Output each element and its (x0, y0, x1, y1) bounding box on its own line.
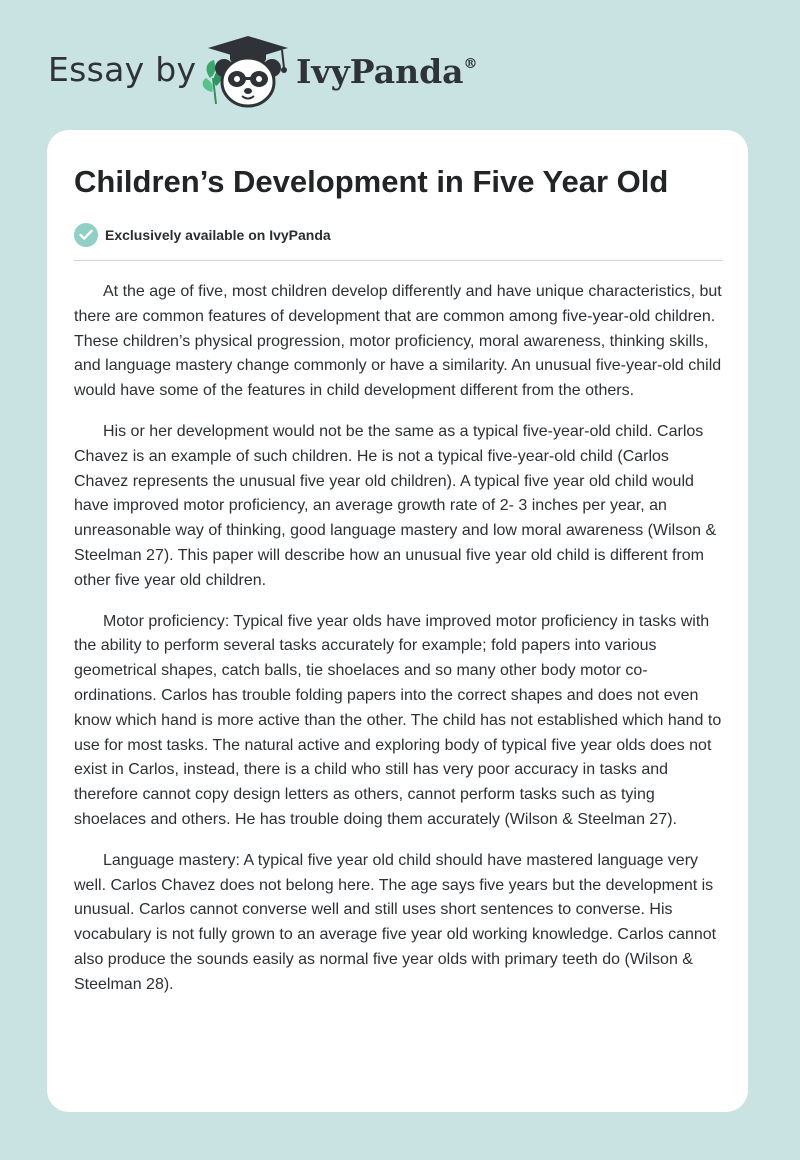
paragraph: His or her development would not be the same as a typical five-year-old child. Carlos Chavez is an example of such children. He is not a typical five-year-old child (Carlos Chavez represents the unusual five year old children). A typical five year old child would have improved motor proficiency, an average growth rate of 2- 3 inches per year, an unreasonable way of thinking, good language mastery and low moral awareness (Wilson & Steelman 27). This paper will describe how an unusual five year old child is different from other five year old children. (74, 422, 717, 589)
paragraph: At the age of five, most children develop differently and have unique characteristics, but there are common features of development that are common among five-year-old children. These children’s physical progression, motor proficiency, moral awareness, thinking skills, and language mastery change commonly or have a similarity. An unusual five-year-old child would have some of the features in child development different from the others. (74, 283, 722, 400)
panda-graduate-logo-icon[interactable] (200, 34, 296, 110)
registered-mark: ® (463, 56, 478, 72)
site-header (0, 0, 800, 130)
divider (74, 260, 723, 261)
paragraph: Language mastery: A typical five year old child should have mastered language very well. Carlos Chavez does not belong here. The age says five years but the development is unusual. Carlos cannot converse well and still uses short sentences to converse. His vocabulary is not fully grown to an average five year old working knowledge. Carlos cannot also produce the sounds easily as normal five year olds with primary teeth do (Wilson & Steelman 28). (74, 851, 717, 993)
exclusive-badge-label: Exclusively available on IvyPanda (105, 227, 331, 243)
paragraph: Motor proficiency: Typical five year olds have improved motor proficiency in tasks with the ability to perform several tasks accurately for example; fold papers into various geometrical shapes, catch balls, tie shoelaces and so many other body motor co-ordinations. Carlos has trouble folding papers into the correct shapes and does not even know which hand is more active than the other. The child has not established which hand to use for most tasks. The natural active and exploring body of typical five year olds does not exist in Carlos, instead, there is a child who still has very poor accuracy in tasks and therefore cannot copy design letters as others, cannot perform tasks such as tying shoelaces and others. He has trouble doing them accurately (Wilson & Steelman 27). (74, 612, 722, 828)
check-circle-icon (74, 223, 98, 247)
brand-prefix: Essay by (48, 50, 197, 89)
page-title: Children’s Development in Five Year Old (74, 164, 669, 199)
exclusive-badge (74, 222, 331, 248)
brand-name[interactable]: IvyPanda® (296, 52, 478, 91)
essay-card (47, 130, 748, 1112)
essay-body (74, 280, 724, 1014)
